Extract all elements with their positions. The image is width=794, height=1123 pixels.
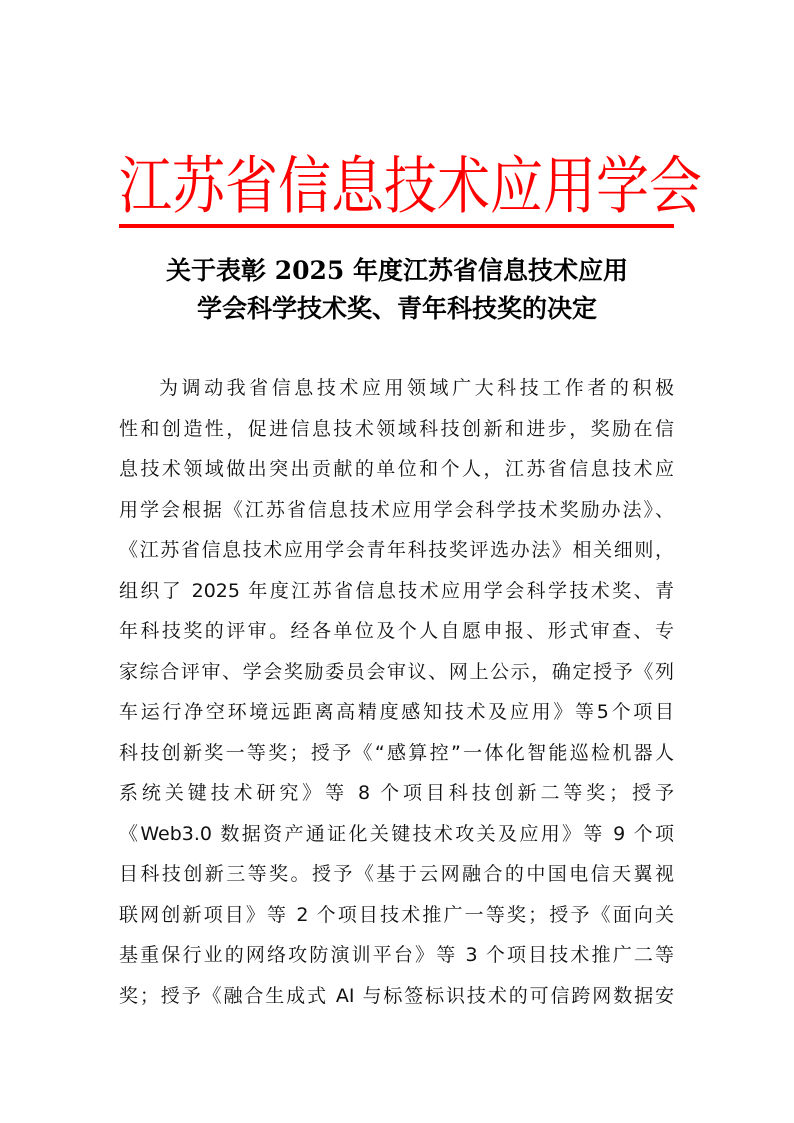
body-line: 息技术领域做出突出贡献的单位和个人，江苏省信息技术应 [119,458,674,480]
body-line: 组织了 2025 年度江苏省信息技术应用学会科学技术奖、青 [119,579,674,602]
body-line: 联网创新项目》等 2 个项目技术推广一等奖；授予《面向关 [119,903,674,926]
body-line: 系统关键技术研究》等 8 个项目科技创新二等奖；授予 [119,782,674,804]
document-title [100,252,694,328]
body-line: 《江苏省信息技术应用学会青年科技奖评选办法》相关细则， [119,539,674,561]
body-line: 性和创造性，促进信息技术领域科技创新和进步，奖励在信 [119,417,674,440]
document-title-line-1: 关于表彰 2025 年度江苏省信息技术应用 [166,256,628,285]
red-divider-rule [119,224,674,228]
document-title-line-2: 学会科学技术奖、青年科技奖的决定 [196,294,597,323]
body-line: 家综合评审、学会奖励委员会审议、网上公示，确定授予《列 [119,660,674,683]
body-line: 《Web3.0 数据资产通证化关键技术攻关及应用》等 9 个项 [119,822,674,845]
body-line: 奖；授予《融合生成式 AI 与标签标识技术的可信跨网数据安 [119,984,674,1007]
organization-header: 江苏省信息技术应用学会 [119,150,702,223]
body-line: 年科技奖的评审。经各单位及个人自愿申报、形式审查、专 [119,620,674,642]
body-line: 车运行净空环境远距离高精度感知技术及应用》等5个项目 [119,701,674,723]
body-line: 目科技创新三等奖。授予《基于云网融合的中国电信天翼视 [119,863,674,885]
body-line: 用学会根据《江苏省信息技术应用学会科学技术奖励办法》、 [119,498,674,521]
body-line: 基重保行业的网络攻防演训平台》等 3 个项目技术推广二等 [119,944,674,966]
body-line: 为调动我省信息技术应用领域广大科技工作者的积极 [159,377,674,399]
body-line: 科技创新奖一等奖；授予《“感算控”一体化智能巡检机器人 [119,741,674,764]
document-body [119,368,674,1016]
